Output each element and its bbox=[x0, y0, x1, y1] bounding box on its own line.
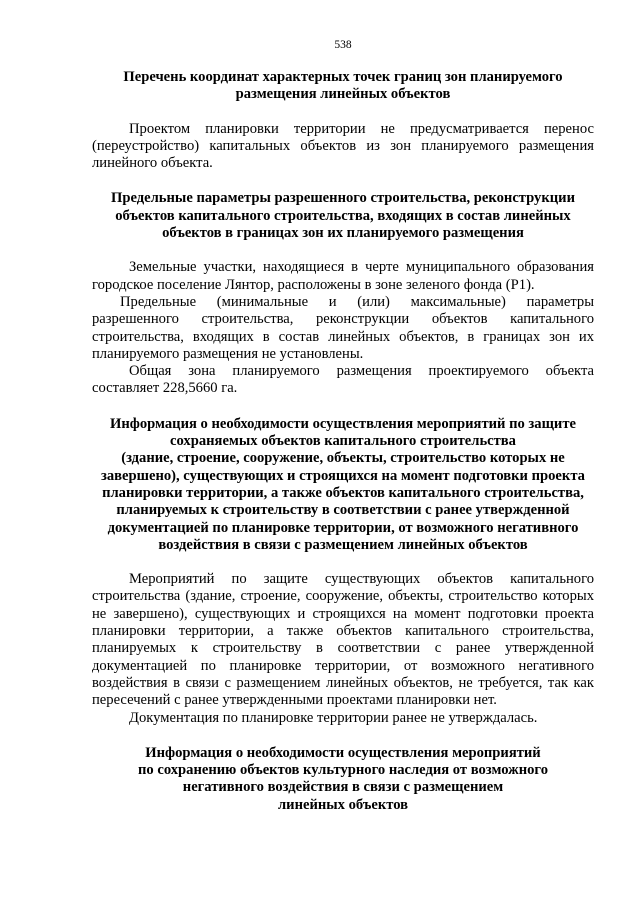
heading-line: завершено), существующих и строящихся на момент подготовки проекта bbox=[101, 467, 585, 484]
heading-line: Предельные параметры разрешенного строительства, реконструкции bbox=[111, 190, 575, 207]
heading-line: сохраняемых объектов капитального строительства bbox=[170, 433, 516, 450]
paragraph: Документация по планировке территории ранее не утверждалась. bbox=[129, 709, 538, 726]
section-heading-construction-parameters bbox=[92, 190, 594, 242]
heading-line: Перечень координат характерных точек границ зон планируемого bbox=[123, 69, 563, 85]
page-number: 538 bbox=[334, 39, 352, 51]
paragraph: Предельные (минимальные и (или) максимальные) параметры разрешенного строительства, реконструкции объектов капитального строительства, входящих в состав линейных объектов, в границах зон их планируемого размещения не установлены. bbox=[92, 293, 594, 362]
paragraph: Общая зона планируемого размещения проектируемого объекта составляет 228,5660 га. bbox=[92, 363, 594, 397]
heading-line: документацией по планировке территории, от возможного негативного bbox=[107, 519, 579, 536]
heading-line: объектов капитального строительства, входящих в состав линейных bbox=[115, 207, 571, 224]
heading-line: планируемых к строительству в соответствии с ранее утвержденной bbox=[116, 502, 570, 519]
heading-line: Информация о необходимости осуществления мероприятий по защите bbox=[110, 415, 576, 432]
heading-line: линейных объектов bbox=[277, 796, 409, 813]
heading-line: размещения линейных объектов bbox=[235, 86, 451, 103]
paragraph: Проектом планировки территории не предусматривается перенос (переустройство) капитальных объектов из зон планируемого размещения линейного объекта. bbox=[92, 120, 594, 172]
paragraph: Земельные участки, находящиеся в черте муниципального образования городское поселение Лянтор, расположены в зоне зеленого фонда (Р1). bbox=[92, 259, 594, 293]
heading-line: по сохранению объектов культурного наследия от возможного bbox=[137, 762, 548, 779]
heading-line: планировки территории, а также объектов капитального строительства, bbox=[102, 484, 584, 501]
heading-line: воздействия в связи с размещением линейных объектов bbox=[158, 536, 528, 553]
heading-line: (здание, строение, сооружение, объекты, строительство которых не bbox=[121, 450, 565, 467]
section-heading-cultural-heritage bbox=[92, 745, 594, 814]
section-heading-coordinates bbox=[92, 69, 594, 104]
heading-line: негативного воздействия в связи с размещением bbox=[182, 779, 504, 796]
paragraph: Мероприятий по защите существующих объектов капитального строительства (здание, строение, сооружение, объекты, строительство которых не завершено), существующих и строящихся на момент подготовки проекта планировки территории, а также объектов капитального строительства, планируемых к строительству в соответствии с ранее утвержденной документацией по планировке территории, от возможного негативного воздействия в связи с размещением линейных объектов, не требуется, так как пересечений с ранее утвержденными проектами планировки нет. bbox=[92, 571, 594, 709]
heading-line: объектов в границах зон их планируемого размещения bbox=[162, 225, 524, 242]
heading-line: Информация о необходимости осуществления мероприятий bbox=[145, 744, 541, 761]
section-heading-protection-measures bbox=[92, 416, 594, 554]
